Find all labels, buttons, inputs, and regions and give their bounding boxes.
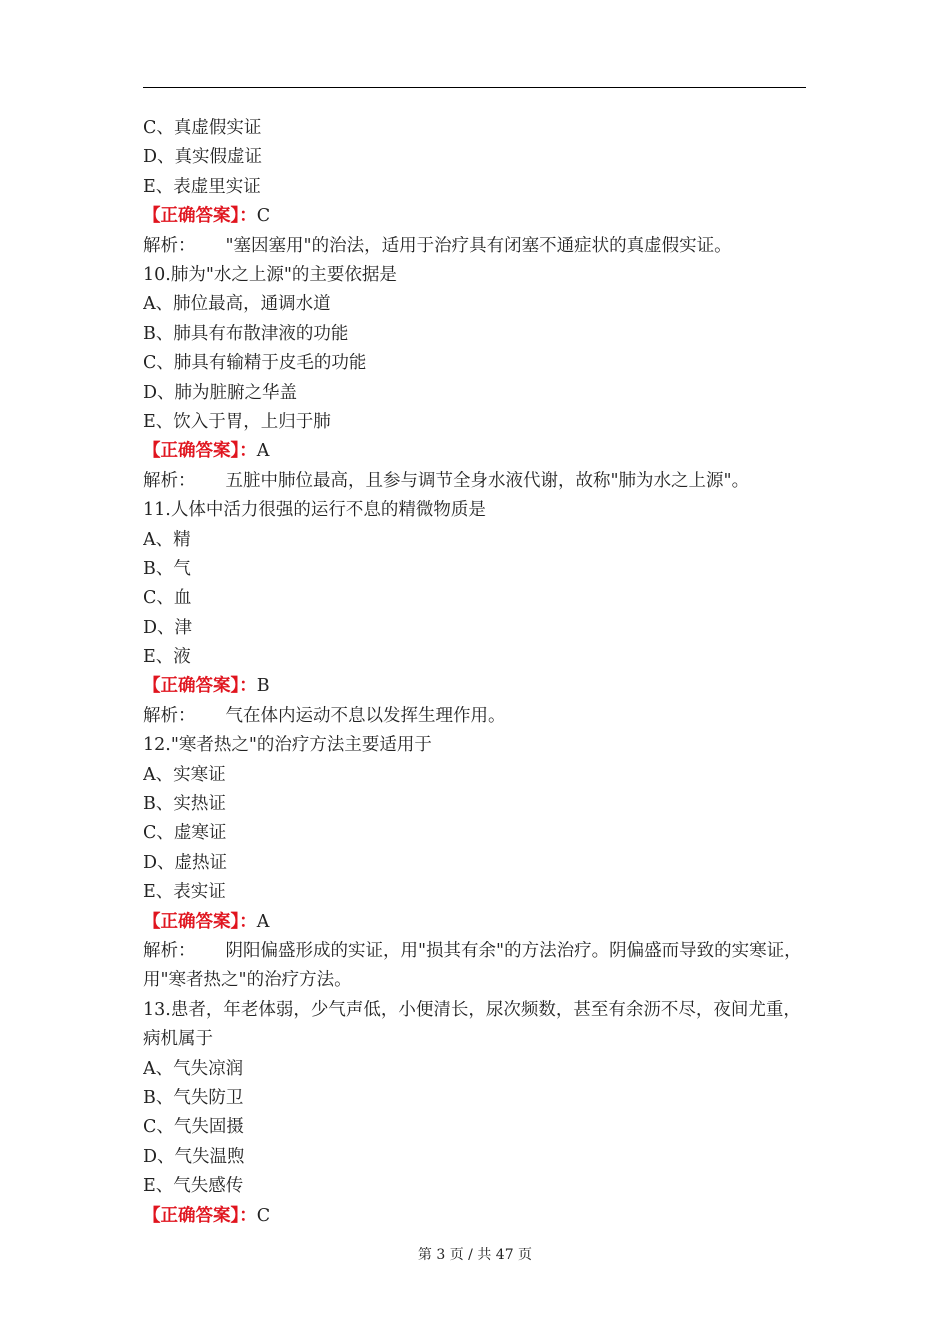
analysis [143, 232, 806, 261]
answer-option: C、气失固摄 [143, 1117, 244, 1138]
answer-option: A、气失凉润 [143, 1058, 244, 1079]
correct-answer [143, 202, 806, 231]
answer-option: D、真实假虚证 [143, 147, 263, 168]
correct-answer-label: 【正确答案】： [143, 911, 257, 932]
answer-option: B、气 [143, 558, 191, 579]
analysis-label: 解析： [143, 705, 196, 726]
answer-option: C、虚寒证 [143, 823, 227, 844]
analysis-label: 解析： [143, 941, 196, 962]
answer-option: C、血 [143, 588, 192, 609]
answer-option: D、肺为脏腑之华盖 [143, 382, 298, 403]
correct-answer-value: A [256, 911, 270, 932]
correct-answer-value: C [256, 206, 271, 227]
answer-option: E、饮入于胃，上归于肺 [143, 411, 331, 432]
answer-option: C、真虚假实证 [143, 118, 262, 138]
question-stem: 12."寒者热之"的治疗方法主要适用于 [143, 735, 432, 756]
analysis-label: 解析： [143, 470, 196, 491]
answer-option: B、实热证 [143, 794, 226, 815]
answer-option: E、表实证 [143, 882, 226, 903]
correct-answer [143, 908, 806, 937]
analysis-text: 五脏中肺位最高，且参与调节全身水液代谢，故称"肺为水之上源"。 [225, 470, 750, 491]
correct-answer [143, 672, 806, 701]
answer-option: E、表虚里实证 [143, 176, 261, 197]
correct-answer-label: 【正确答案】： [143, 206, 257, 227]
question-stem: 11.人体中活力很强的运行不息的精微物质是 [143, 500, 486, 521]
correct-answer [143, 1202, 806, 1231]
correct-answer-value: B [256, 676, 270, 697]
correct-answer-value: C [256, 1205, 271, 1226]
question-stem: 13.患者，年老体弱，少气声低，小便清长，尿次频数，甚至有余沥不尽，夜间尤重，病机属于 [143, 999, 801, 1050]
answer-option: E、液 [143, 647, 191, 668]
answer-option: D、津 [143, 617, 193, 638]
question-stem: 10.肺为"水之上源"的主要依据是 [143, 264, 397, 285]
answer-option: A、精 [143, 529, 191, 550]
answer-option: D、气失温煦 [143, 1146, 245, 1167]
document-body [143, 114, 806, 1231]
analysis [143, 467, 806, 496]
analysis-text: 阴阳偏盛形成的实证，用"损其有余"的方法治疗。阴偏盛而导致的实寒证，用"寒者热之"的治疗方法。 [143, 941, 802, 991]
analysis-label: 解析： [143, 235, 196, 256]
correct-answer-value: A [256, 441, 270, 462]
answer-option: A、实寒证 [143, 764, 226, 785]
correct-answer-label: 【正确答案】： [143, 676, 257, 697]
answer-option: B、肺具有布散津液的功能 [143, 323, 349, 344]
analysis [143, 937, 806, 996]
correct-answer-label: 【正确答案】： [143, 441, 257, 462]
header-rule [143, 87, 806, 88]
answer-option: A、肺位最高，通调水道 [143, 294, 331, 315]
answer-option: C、肺具有输精于皮毛的功能 [143, 353, 367, 374]
correct-answer-label: 【正确答案】： [143, 1205, 257, 1226]
analysis-text: "塞因塞用"的治法，适用于治疗具有闭塞不通症状的真虚假实证。 [225, 235, 732, 256]
correct-answer [143, 437, 806, 466]
page-footer: 第 3 页 / 共 47 页 [417, 1247, 533, 1263]
answer-option: E、气失感传 [143, 1176, 244, 1197]
answer-option: D、虚热证 [143, 852, 228, 873]
analysis-text: 气在体内运动不息以发挥生理作用。 [225, 705, 506, 726]
analysis [143, 702, 806, 731]
answer-option: B、气失防卫 [143, 1088, 244, 1109]
